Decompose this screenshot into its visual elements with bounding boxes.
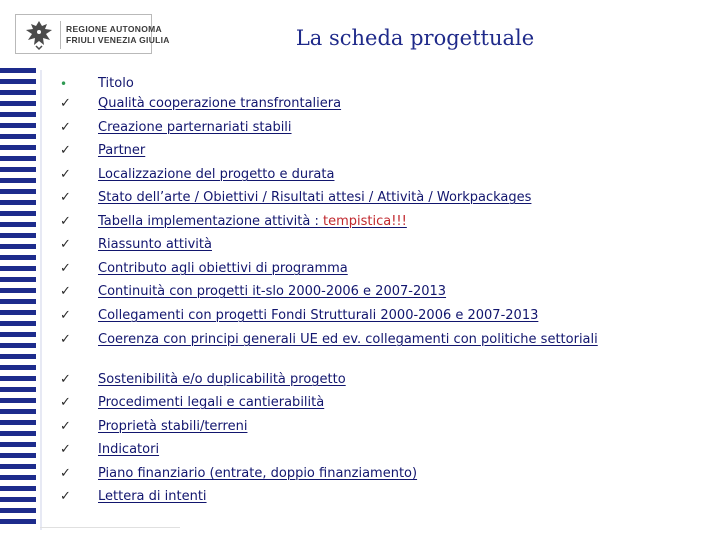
checkmark-icon: ✓ — [60, 96, 71, 111]
checkmark-icon: ✓ — [60, 214, 71, 229]
region-logo — [15, 14, 170, 54]
list-item-text: Localizzazione del progetto e durata — [98, 167, 335, 182]
checkmark-icon: ✓ — [60, 395, 71, 410]
checkmark-icon: ✓ — [60, 190, 71, 205]
checkmark-icon: ✓ — [60, 466, 71, 481]
checkmark-icon: ✓ — [60, 120, 71, 135]
list-item-text: Coerenza con principi generali UE ed ev. collegamenti con politiche settoriali — [98, 332, 598, 347]
checkmark-icon: ✓ — [60, 489, 71, 504]
logo-text-line1: REGIONE AUTONOMA — [66, 24, 162, 34]
list-item-text: Riassunto attività — [98, 237, 212, 252]
bullet-icon: • — [60, 77, 68, 91]
list-item-text: Qualità cooperazione transfrontaliera — [98, 96, 342, 111]
highlight-text: tempistica!!! — [322, 214, 407, 229]
list-item-text: Stato dell’arte / Obiettivi / Risultati attesi / Attività / Workpackages — [98, 190, 532, 205]
list-item-text — [98, 214, 658, 229]
list-item-text: Proprietà stabili/terreni — [98, 419, 248, 434]
decorative-stripes — [0, 68, 36, 530]
list-item-text: Lettera di intenti — [98, 489, 207, 504]
checkmark-icon: ✓ — [60, 419, 71, 434]
list-item-text: Creazione parternariati stabili — [98, 120, 292, 135]
list-item-text: Titolo — [98, 76, 134, 91]
list-item-text: Partner — [98, 143, 146, 158]
eagle-emblem-icon — [22, 18, 56, 52]
checkmark-icon: ✓ — [60, 332, 71, 347]
checkmark-icon: ✓ — [60, 237, 71, 252]
list-item-text: Piano finanziario (entrate, doppio finanziamento) — [98, 466, 418, 481]
footer-divider — [40, 527, 180, 528]
stripes-divider — [40, 70, 42, 530]
list-item-text: Indicatori — [98, 442, 160, 457]
checkmark-icon: ✓ — [60, 284, 71, 299]
list-item-text: Collegamenti con progetti Fondi Strutturali 2000-2006 e 2007-2013 — [98, 308, 539, 323]
list-item-text: Procedimenti legali e cantierabilità — [98, 395, 325, 410]
logo-text-line2: FRIULI VENEZIA GIULIA — [66, 35, 170, 45]
checkmark-icon: ✓ — [60, 372, 71, 387]
slide-title: La scheda progettuale — [295, 26, 535, 50]
checkmark-icon: ✓ — [60, 167, 71, 182]
logo-separator — [60, 21, 61, 49]
list-item-text: Contributo agli obiettivi di programma — [98, 261, 348, 276]
list-item-text: Sostenibilità e/o duplicabilità progetto — [98, 372, 346, 387]
list-item-text-main: Tabella implementazione attività : — [98, 214, 323, 229]
checkmark-icon: ✓ — [60, 261, 71, 276]
checkmark-icon: ✓ — [60, 143, 71, 158]
list-item-text: Continuità con progetti it-slo 2000-2006 e 2007-2013 — [98, 284, 447, 299]
checkmark-icon: ✓ — [60, 308, 71, 323]
checkmark-icon: ✓ — [60, 442, 71, 457]
